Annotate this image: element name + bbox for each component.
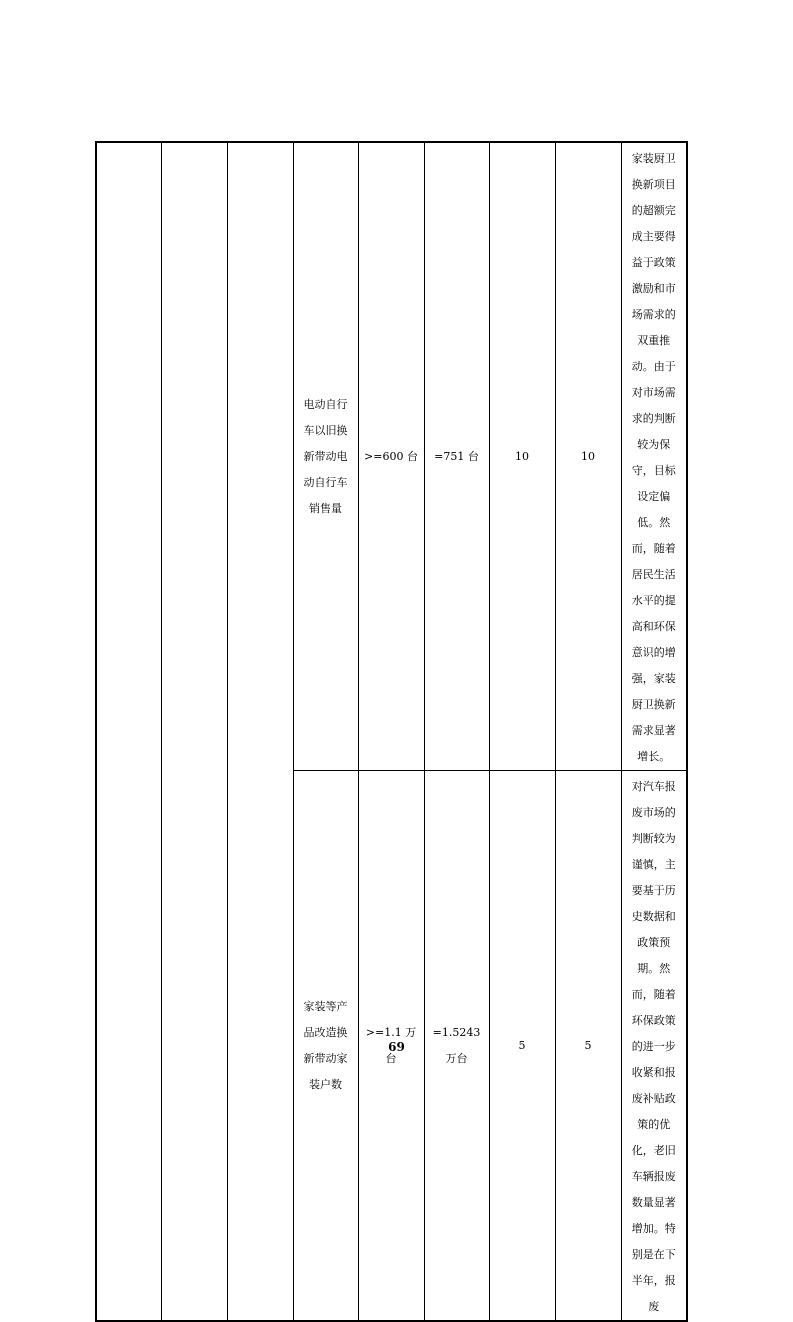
note-text: 对汽车报废市场的判断较为谨慎，主要基于历史数据和政策预期。然而，随着环保政策的进一步收紧和报废补贴政策的优化，老旧车辆报废数量显著增加。特别是在下半年，报废 bbox=[631, 780, 676, 1313]
indicator-text: 电动自行车以旧换新带动电动自行车销售量 bbox=[303, 397, 348, 515]
score-text: 10 bbox=[581, 449, 595, 463]
actual-text: =751 台 bbox=[434, 449, 479, 463]
indicator-text: 家装等产品改造换新带动家装户数 bbox=[303, 999, 348, 1091]
score-text: 5 bbox=[584, 1038, 592, 1052]
actual-text: =1.5243 万台 bbox=[432, 1025, 481, 1065]
empty-cell-col3 bbox=[227, 142, 293, 1321]
actual-cell bbox=[424, 142, 489, 771]
performance-table bbox=[95, 141, 688, 1322]
page-number: 69 bbox=[388, 1040, 405, 1054]
weight-text: 10 bbox=[515, 449, 529, 463]
weight-cell bbox=[489, 142, 555, 771]
target-text: >=600 台 bbox=[364, 449, 418, 463]
empty-cell-col1 bbox=[96, 142, 161, 1321]
target-cell bbox=[358, 142, 424, 771]
table-row bbox=[96, 142, 687, 771]
empty-cell-col2 bbox=[161, 142, 227, 1321]
weight-text: 5 bbox=[518, 1038, 526, 1052]
score-cell bbox=[555, 142, 621, 771]
note-cell bbox=[621, 142, 687, 771]
target-text: >=1.1 万台 bbox=[365, 1025, 417, 1065]
note-text: 家装厨卫换新项目的超额完成主要得益于政策激励和市场需求的双重推动。由于对市场需求的判断较为保守，目标设定偏低。然而，随着居民生活水平的提高和环保意识的增强，家装厨卫换新需求显著增长。 bbox=[631, 152, 676, 763]
indicator-cell bbox=[293, 142, 358, 771]
